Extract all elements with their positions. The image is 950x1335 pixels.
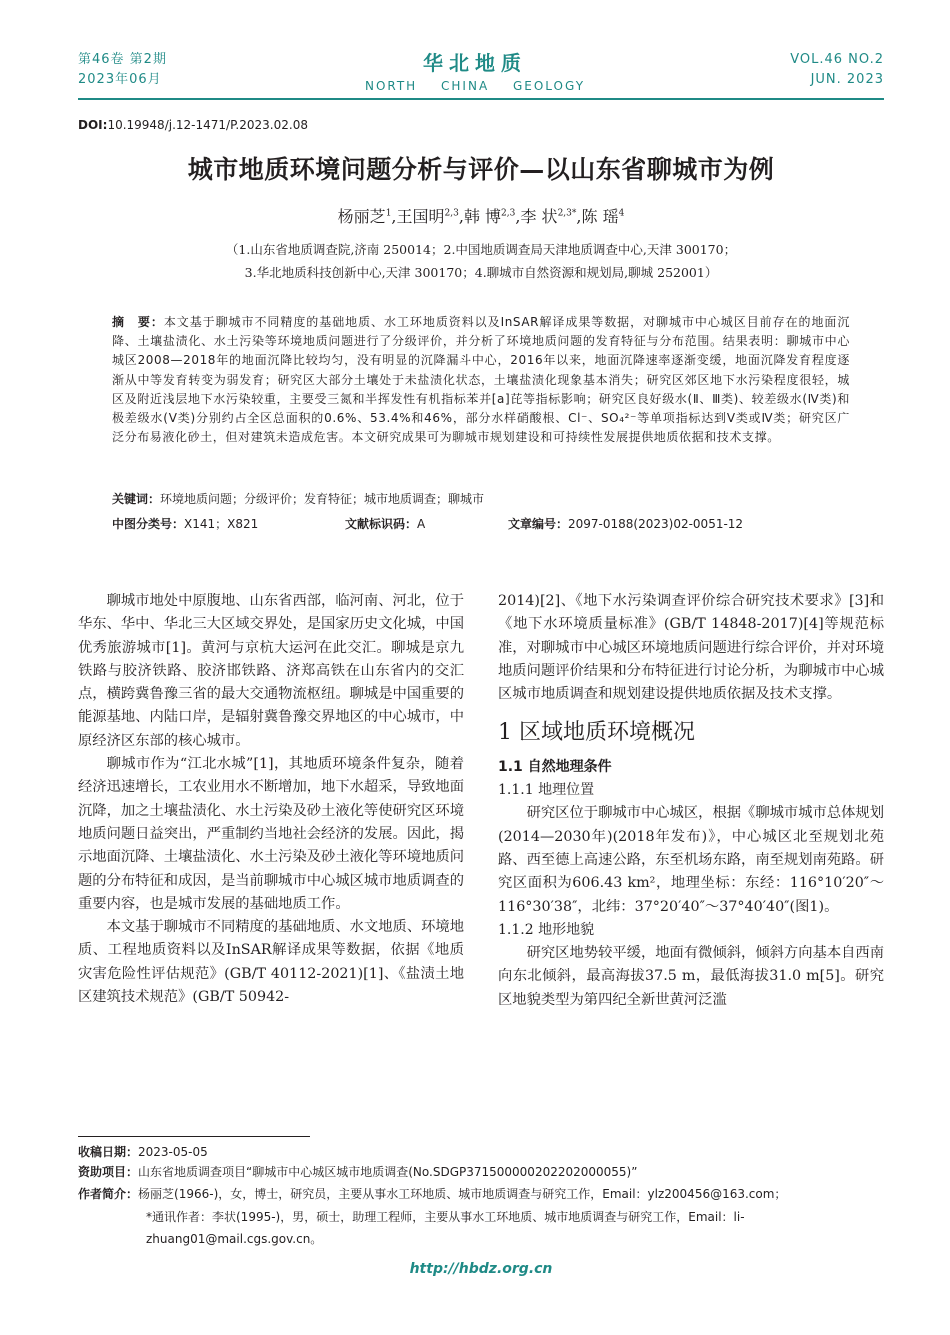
subsubsection-heading: 1.1.2 地形地貌 [498, 921, 595, 938]
affiliation-line-1: （1.山东省地质调查院,济南 250014；2.中国地质调查局天津地质调查中心,天津 300170； [225, 242, 737, 257]
header-volume-block [78, 50, 278, 90]
keywords-label: 关键词： [112, 492, 161, 506]
body-paragraph: 2014)[2]、《地下水污染调查评价综合研究技术要求》[3]和《地下水环境质量标准》(GB/T 14848-2017)[4]等规范标准，对聊城市中心城区环境地质问题进行综合评价，并对环境地质问题评价结果和分布特征进行讨论分析，为聊城市中心城区城市地质调查和规划建设提供地质依据及技术支撑。 [498, 593, 885, 703]
author-affil-mark: 2,3* [557, 208, 577, 219]
author-name: 韩 博 [463, 207, 502, 226]
author-affil-mark: 2,3 [501, 208, 516, 219]
footnote-received [78, 1141, 884, 1163]
section-heading: 1 区域地质环境概况 [498, 720, 695, 746]
footnote-funding [78, 1161, 884, 1183]
article-title: 城市地质环境问题分析与评价—以山东省聊城市为例 [187, 155, 775, 184]
header-rule [78, 98, 884, 100]
doi-line [78, 118, 308, 132]
journal-name-en: NORTH CHINA GEOLOGY [364, 79, 586, 93]
abstract-text: 本文基于聊城市不同精度的基础地质、水工环地质资料以及InSAR解译成果等数据，对聊城市中心城区目前存在的地面沉降、土壤盐渍化、水土污染等环境地质问题进行了分级评价，并分析了环境地质问题的发育特征与分布范围。结果表明：聊城市中心城区2008—2018年的地面沉降比较均匀，没有明显的沉降漏斗中心，2016年以来，地面沉降速率逐渐变缓，地面沉降发育程度逐渐从中等发育转变为弱发育；研究区大部分土壤处于未盐渍化状态，土壤盐渍化现象基本消失；研究区郊区地下水污染程度很轻，城区及附近浅层地下水污染较重，主要受三氮和半挥发性有机指标苯并[a]芘等指标影响；研究区良好级水(Ⅱ、Ⅲ类)、较差级水(Ⅳ类)和极差级水(Ⅴ类)分别约占全区总面积的0.6%、53.4%和46%，部分水样硝酸根、Cl⁻、SO₄²⁻等单项指标达到Ⅴ类或Ⅳ类；研究区广泛分布易液化砂土，但对建筑未造成危害。本文研究成果可为聊城市规划建设和可持续性发展提供地质依据和技术支撑。 [112, 315, 850, 445]
clc-value: X141；X821 [184, 517, 259, 531]
doc-label: 文献标识码： [345, 517, 418, 531]
body-column-left [78, 590, 464, 1009]
article-number [508, 515, 743, 532]
journal-url-link[interactable]: http://hbdz.org.cn [409, 1261, 553, 1277]
abstract [112, 313, 850, 447]
body-paragraph: 研究区位于聊城市中心城区，根据《聊城市城市总体规划(2014—2030年)(2018年发布)》，中心城区北至规划北苑路、西至德上高速公路，东至机场东路，南至规划南苑路。研究区面积为606.43 km²，地理坐标：东经：116°10′20″～116°30′38″，北纬：37°20′40″～37°40′40″(图1)。 [498, 805, 885, 915]
funding-label: 资助项目： [78, 1165, 139, 1179]
header-journal-block [300, 50, 650, 96]
clc-code [112, 517, 258, 531]
volume-issue-cn: 第46卷 第2期 [78, 52, 167, 67]
classification-row [112, 515, 850, 532]
footnote-author-bio [78, 1183, 884, 1205]
keywords-text: 环境地质问题；分级评价；发育特征；城市地质调查；聊城市 [160, 492, 485, 506]
doc-value: A [417, 517, 426, 531]
doc-code [345, 515, 425, 532]
author-name: 李 状 [520, 207, 558, 226]
body-paragraph: 聊城市作为“江北水城”[1]，其地质环境条件复杂，随着经济迅速增长，工农业用水不断增加，地下水超采，导致地面沉降，加之土壤盐渍化、水土污染及砂土液化等使研究区环境地质问题日益突出，严重制约当地社会经济的发展。因此，揭示地面沉降、土壤盐渍化、水土污染及砂土液化等环境地质问题的分布特征和成因，是当前聊城市中心城区城市地质调查的重要内容，也是城市发展的基础地质工作。 [78, 756, 465, 912]
article-label: 文章编号： [508, 517, 569, 531]
author-name: 王国明 [396, 207, 445, 226]
clc-label: 中图分类号： [112, 517, 185, 531]
bio-value: 杨丽芝(1966-)，女，博士，研究员，主要从事水工环地质、城市地质调查与研究工作，Email：ylz200456@163.com； [138, 1187, 787, 1201]
date-cn: 2023年06月 [78, 72, 162, 87]
bio-label: 作者简介： [78, 1187, 139, 1201]
author-affil-mark: 2,3 [444, 208, 459, 219]
header-volume-en-block [684, 50, 884, 90]
author-affil-mark: 4 [618, 208, 625, 219]
author-list: 杨丽芝$^1$,王国明$^{2,3}$,韩 博$^{2,3}$,李 状$^{2,3*}$,陈 瑶$^4$ [337, 207, 625, 226]
footnote-corresponding-author: *通讯作者：李状(1995-)，男，硕士，助理工程师，主要从事水工环地质、城市地质调查与研究工作，Email：li- [146, 1210, 745, 1224]
volume-issue-en: VOL.46 NO.2 [790, 52, 884, 67]
received-value: 2023-05-05 [138, 1145, 208, 1159]
keywords [112, 490, 850, 507]
author-affil-mark: 1 [385, 208, 392, 219]
doi-label: DOI: [78, 118, 108, 132]
doi-value: 10.19948/j.12-1471/P.2023.02.08 [107, 118, 308, 132]
body-column-right [498, 590, 884, 1012]
journal-name-cn: 华北地质 [423, 51, 527, 75]
body-paragraph: 研究区地势较平缓，地面有微倾斜，倾斜方向基本自西南向东北倾斜，最高海拔37.5 m，最低海拔31.0 m[5]。研究区地貌类型为第四纪全新世黄河泛滥 [498, 944, 885, 1008]
subsubsection-heading: 1.1.1 地理位置 [498, 782, 595, 799]
author-name: 陈 瑶 [581, 207, 619, 226]
footnote-rule [78, 1136, 310, 1137]
abstract-label: 摘 要： [112, 315, 164, 329]
date-en: JUN. 2023 [810, 72, 884, 87]
affiliation-line-2: 3.华北地质科技创新中心,天津 300170；4.聊城市自然资源和规划局,聊城 252001） [244, 265, 718, 280]
body-paragraph: 聊城市地处中原腹地、山东省西部，临河南、河北，位于华东、华中、华北三大区域交界处，是国家历史文化城，中国优秀旅游城市[1]。黄河与京杭大运河在此交汇。聊城是京九铁路与胶济铁路、胶济邯铁路、济郑高铁在山东省内的交汇点，横跨冀鲁豫三省的最大交通物流枢纽。聊城是中国重要的能源基地、内陆口岸，是辐射冀鲁豫交界地区的中心城市，中原经济区东部的核心城市。 [78, 593, 465, 749]
author-name: 杨丽芝 [337, 207, 386, 226]
footnote-corresponding-email[interactable]: zhuang01@mail.cgs.gov.cn。 [146, 1232, 323, 1246]
body-paragraph: 本文基于聊城市不同精度的基础地质、水文地质、环境地质、工程地质资料以及InSAR解译成果等数据，依据《地质灾害危险性评估规范》(GB/T 40112-2021)[1]、《盐渍土地区建筑技术规范》(GB/T 50942- [78, 919, 465, 1006]
subsection-heading: 1.1 自然地理条件 [498, 759, 612, 776]
article-value: 2097-0188(2023)02-0051-12 [568, 517, 744, 531]
received-label: 收稿日期： [78, 1145, 139, 1159]
funding-value: 山东省地质调查项目“聊城市中心城区城市地质调查(No.SDGP371500000202202000055)” [138, 1165, 638, 1179]
